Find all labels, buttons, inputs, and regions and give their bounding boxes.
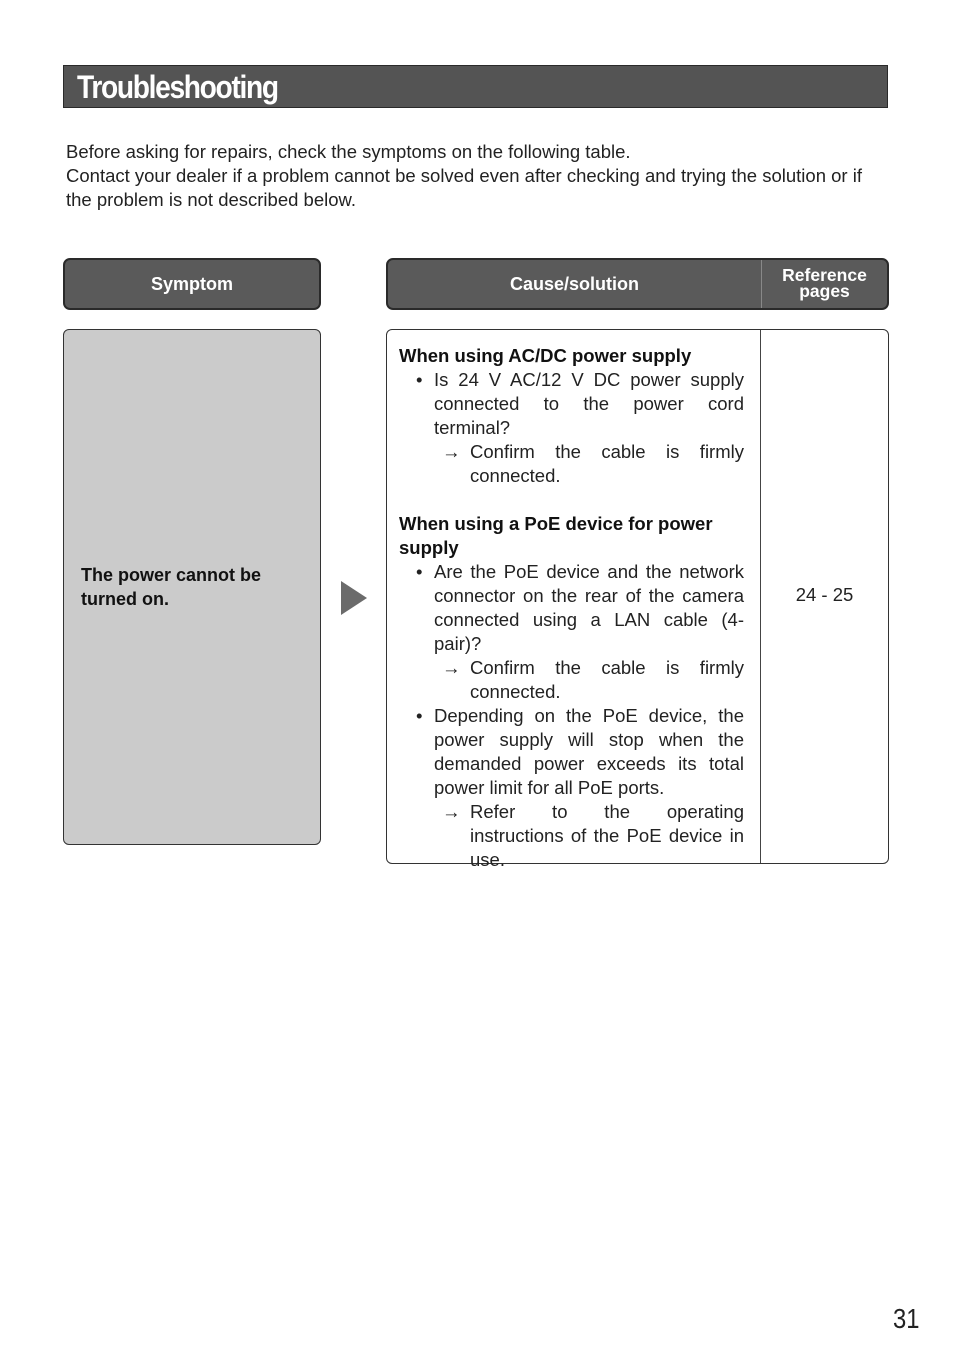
solution-item bbox=[399, 440, 744, 488]
arrow-icon: → bbox=[442, 657, 461, 678]
intro-text bbox=[66, 140, 892, 212]
page-number: 31 bbox=[893, 1303, 920, 1334]
solution-item bbox=[399, 656, 744, 704]
cause-item bbox=[399, 368, 744, 440]
reference-pages: 24 - 25 bbox=[795, 584, 854, 605]
cause-content bbox=[399, 344, 744, 872]
arrow-icon: → bbox=[442, 441, 461, 462]
symptom-header-label: Symptom bbox=[150, 273, 233, 294]
bullet-icon: • bbox=[416, 369, 423, 390]
bullet-icon: • bbox=[416, 561, 423, 582]
solution-item bbox=[399, 800, 744, 872]
cause-item bbox=[399, 704, 744, 800]
reference-header-line-1: Reference bbox=[782, 265, 867, 285]
page-title: Troubleshooting bbox=[77, 69, 278, 105]
right-triangle-icon bbox=[341, 581, 367, 615]
solution-text: Confirm the cable is firmly connected. bbox=[470, 441, 744, 486]
cause-item bbox=[399, 560, 744, 656]
section-spacer bbox=[399, 488, 744, 512]
title-bar bbox=[63, 65, 888, 108]
cause-header-cell bbox=[388, 260, 761, 308]
section-title-acdc: When using AC/DC power supply bbox=[399, 345, 692, 366]
symptom-cell bbox=[63, 329, 321, 845]
cause-cell bbox=[386, 329, 889, 870]
cause-header bbox=[386, 258, 889, 310]
reference-header-cell bbox=[761, 260, 887, 308]
cause-header-label: Cause/solution bbox=[509, 273, 639, 294]
cause-item-text: Depending on the PoE device, the power supply will stop when the demanded power exceeds its total power limit for all PoE ports. bbox=[434, 705, 744, 798]
section-title-poe: When using a PoE device for power supply bbox=[399, 513, 713, 558]
arrow-icon: → bbox=[442, 801, 461, 822]
cause-item-text: Is 24 V AC/12 V DC power supply connected to the power cord terminal? bbox=[434, 369, 744, 438]
intro-line-2: Contact your dealer if a problem cannot be solved even after checking and trying the solution or if the problem is not described below. bbox=[66, 165, 862, 210]
intro-line-1: Before asking for repairs, check the symptoms on the following table. bbox=[66, 141, 631, 162]
cause-item-text: Are the PoE device and the network connector on the rear of the camera connected using a LAN cable (4-pair)? bbox=[434, 561, 744, 654]
symptom-text: The power cannot be turned on. bbox=[81, 565, 262, 609]
bullet-icon: • bbox=[416, 705, 423, 726]
symptom-header bbox=[63, 258, 321, 310]
solution-text: Confirm the cable is firmly connected. bbox=[470, 657, 744, 702]
solution-text: Refer to the operating instructions of the PoE device in use. bbox=[470, 801, 744, 870]
reference-header-line-2: pages bbox=[799, 281, 850, 301]
